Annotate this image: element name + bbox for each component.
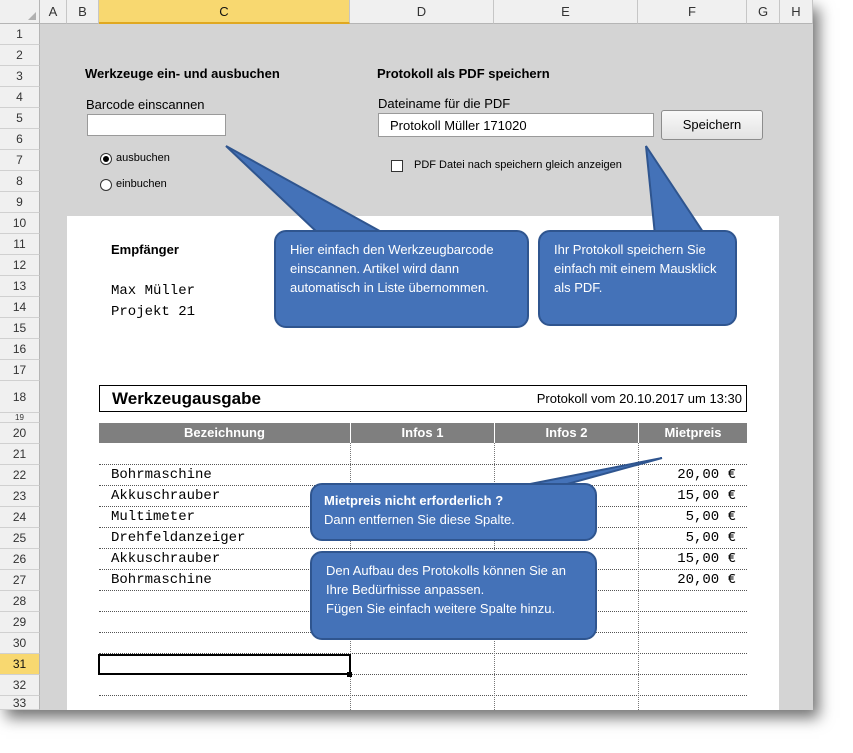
row-header[interactable]: 7 — [0, 150, 40, 171]
save-button[interactable]: Speichern — [661, 110, 763, 140]
radio-ausbuchen-label[interactable]: ausbuchen — [116, 152, 170, 164]
column-header-e[interactable]: E — [494, 0, 638, 24]
row-header[interactable]: 30 — [0, 633, 40, 654]
table-header-infos2: Infos 2 — [495, 423, 638, 443]
row-header[interactable]: 19 — [0, 413, 40, 423]
row-header[interactable]: 4 — [0, 87, 40, 108]
row-header[interactable]: 17 — [0, 360, 40, 381]
show-pdf-label[interactable]: PDF Datei nach speichern gleich anzeigen — [414, 159, 622, 171]
row-header[interactable]: 32 — [0, 675, 40, 696]
item-price: 5,00 € — [685, 530, 736, 546]
recipient-label: Empfänger — [111, 242, 179, 257]
callout-pointer-price — [520, 458, 662, 486]
recipient-name: Max Müller — [111, 283, 196, 299]
item-price: 20,00 € — [677, 572, 736, 588]
row-header[interactable]: 11 — [0, 234, 40, 255]
row-header[interactable]: 25 — [0, 528, 40, 549]
table-header-infos1: Infos 1 — [351, 423, 494, 443]
item-name: Multimeter — [111, 509, 196, 525]
row-header[interactable]: 15 — [0, 318, 40, 339]
row-header[interactable]: 1 — [0, 24, 40, 45]
row-header[interactable]: 5 — [0, 108, 40, 129]
callout-barcode: Hier einfach den Werkzeugbarcode einscannen. Artikel wird dann automatisch in Liste übernommen. — [274, 230, 529, 328]
row-header[interactable]: 2 — [0, 45, 40, 66]
row-header[interactable]: 3 — [0, 66, 40, 87]
row-header[interactable]: 31 — [0, 654, 40, 675]
table-header-mietpreis: Mietpreis — [639, 423, 747, 443]
item-price: 15,00 € — [677, 551, 736, 567]
pdf-section-title: Protokoll als PDF speichern — [377, 66, 550, 81]
callout-price-text: Dann entfernen Sie diese Spalte. — [324, 512, 515, 527]
row-header[interactable]: 27 — [0, 570, 40, 591]
row-header[interactable]: 6 — [0, 129, 40, 150]
row-header[interactable]: 26 — [0, 549, 40, 570]
row-header[interactable]: 10 — [0, 213, 40, 234]
callout-pointer-pdf — [646, 146, 705, 235]
protocol-date: Protokoll vom 20.10.2017 um 13:30 — [536, 391, 742, 406]
row-header[interactable]: 16 — [0, 339, 40, 360]
row-header[interactable]: 24 — [0, 507, 40, 528]
item-price: 15,00 € — [677, 488, 736, 504]
row-header[interactable]: 18 — [0, 381, 40, 413]
booking-title: Werkzeuge ein- und ausbuchen — [85, 66, 280, 81]
row-header[interactable]: 13 — [0, 276, 40, 297]
row-header[interactable]: 23 — [0, 486, 40, 507]
callout-price — [310, 483, 597, 541]
callout-pointer-barcode — [226, 146, 387, 235]
row-header[interactable]: 29 — [0, 612, 40, 633]
item-price: 5,00 € — [685, 509, 736, 525]
column-header-h[interactable]: H — [780, 0, 813, 24]
column-header-b[interactable]: B — [67, 0, 99, 24]
table-header-bezeichnung: Bezeichnung — [99, 423, 350, 443]
item-price: 20,00 € — [677, 467, 736, 483]
column-header-c[interactable]: C — [99, 0, 350, 24]
callout-layout-line: Den Aufbau des Protokolls können Sie an — [326, 563, 566, 578]
item-name: Akkuschrauber — [111, 488, 221, 504]
pdf-filename-value: Protokoll Müller 171020 — [390, 118, 527, 133]
column-header-a[interactable]: A — [40, 0, 67, 24]
row-header[interactable]: 9 — [0, 192, 40, 213]
row-header[interactable]: 8 — [0, 171, 40, 192]
column-header-g[interactable]: G — [747, 0, 780, 24]
callout-layout-line: Ihre Bedürfnisse anpassen. — [326, 582, 485, 597]
callout-layout-line: Fügen Sie einfach weitere Spalte hinzu. — [326, 601, 556, 616]
row-header[interactable]: 12 — [0, 255, 40, 276]
item-name: Bohrmaschine — [111, 467, 212, 483]
item-name: Akkuschrauber — [111, 551, 221, 567]
radio-einbuchen-label[interactable]: einbuchen — [116, 178, 167, 190]
column-header-f[interactable]: F — [638, 0, 747, 24]
row-header[interactable]: 20 — [0, 423, 40, 444]
row-header[interactable]: 21 — [0, 444, 40, 465]
item-name: Bohrmaschine — [111, 572, 212, 588]
recipient-project: Projekt 21 — [111, 304, 196, 320]
callout-layout — [310, 551, 597, 640]
row-header[interactable]: 33 — [0, 696, 40, 710]
pdf-filename-label: Dateiname für die PDF — [378, 96, 511, 111]
column-header-d[interactable]: D — [350, 0, 494, 24]
row-header[interactable]: 22 — [0, 465, 40, 486]
protocol-title: Werkzeugausgabe — [112, 389, 261, 408]
barcode-label: Barcode einscannen — [86, 97, 205, 112]
callout-price-title: Mietpreis nicht erforderlich ? — [324, 493, 504, 508]
item-name: Drehfeldanzeiger — [111, 530, 246, 546]
callout-pdf: Ihr Protokoll speichern Sie einfach mit einem Mausklick als PDF. — [538, 230, 737, 326]
row-header[interactable]: 28 — [0, 591, 40, 612]
row-header[interactable]: 14 — [0, 297, 40, 318]
